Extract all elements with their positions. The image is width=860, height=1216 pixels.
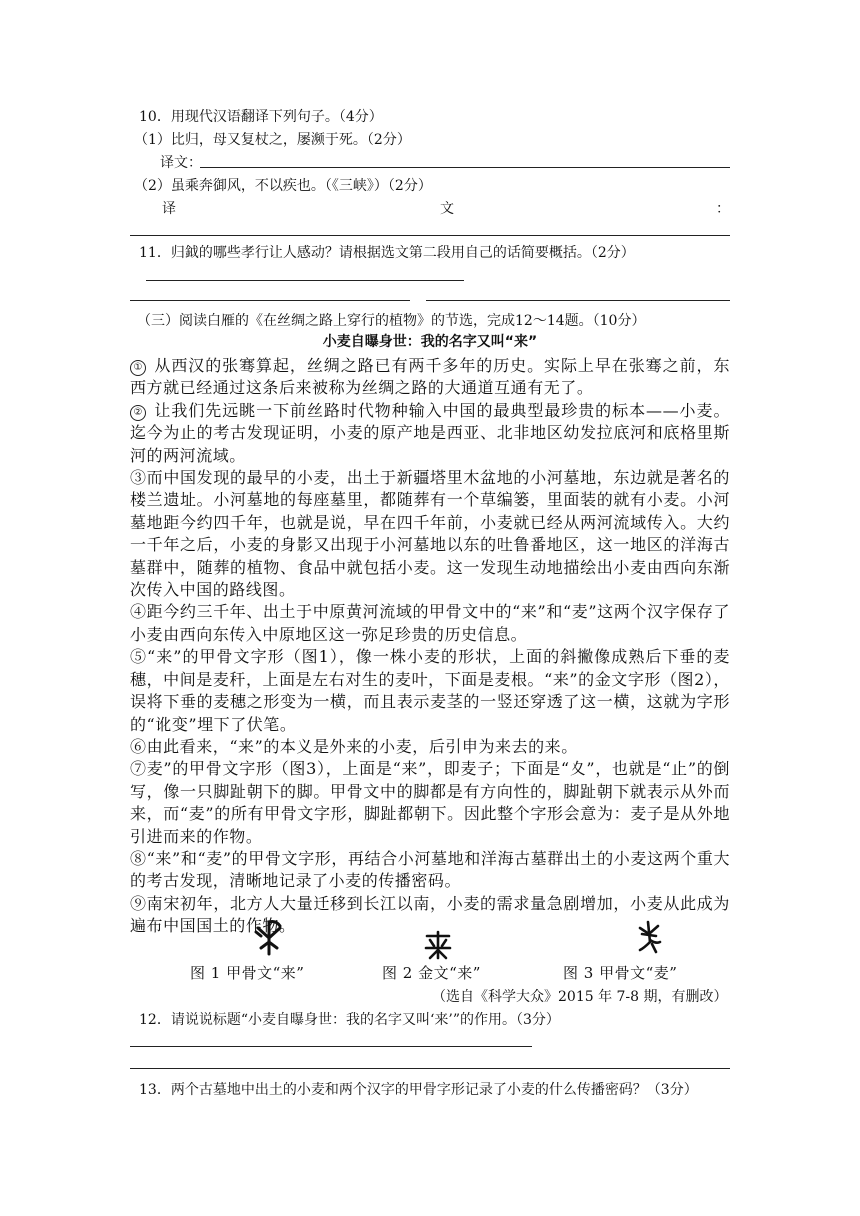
- q10-translation-label-2c: ：: [716, 201, 730, 217]
- paragraph-text: 南宋初年，北方人大量迁移到长江以南，小麦的需求量急剧增加，小麦从此成为遍布中国国土的作物。: [130, 893, 730, 936]
- article-title: 小麦自曝身世：我的名字又叫“来”: [322, 334, 538, 350]
- paragraph-number: ⑨: [130, 893, 147, 913]
- paragraph-number: ⑦: [130, 759, 147, 779]
- q10-translation-label-2a: 译: [162, 201, 176, 217]
- figure-3-caption: 图 3 甲骨文“麦”: [563, 964, 678, 982]
- answer-line[interactable]: [146, 280, 464, 281]
- q10-sentence-1: （1）比归，母又复杖之，屡濒于死。（2分）: [134, 132, 411, 148]
- paragraph-8: [130, 848, 730, 893]
- answer-line[interactable]: [130, 1046, 532, 1047]
- answer-line[interactable]: [130, 300, 410, 301]
- paragraph-text: 从西汉的张骞算起，丝绸之路已有两千多年的历史。实际上早在张骞之前，东西方就已经通过这条后来被称为丝绸之路的大通道互通有无了。: [130, 356, 730, 398]
- paragraph-4: [130, 601, 730, 646]
- paragraph-7: [130, 758, 730, 848]
- paragraph-text: 麦”的甲骨文字形（图3），上面是“来”，即麦子；下面是“夊”，也就是“止”的倒写，像一只脚趾朝下的脚。甲骨文中的脚都是有方向性的，脚趾朝下就表示从外而来，而“麦”的所有甲骨文字形，脚趾都朝下。因此整个字形会意为：麦子是从外地引进而来的作物。: [130, 759, 730, 846]
- paragraph-number: ⑤: [130, 647, 148, 667]
- oracle-bone-lai-glyph: [252, 918, 286, 956]
- q10-stem: 10．用现代汉语翻译下列句子。（4分）: [139, 109, 383, 125]
- paragraph-text: 让我们先远眺一下前丝路时代物种输入中国的最典型最珍贵的标本——小麦。迄今为止的考古发现证明，小麦的原产地是西亚、北非地区幼发拉底河和底格里斯河的两河流域。: [130, 400, 730, 465]
- oracle-bone-mai-glyph: [634, 920, 664, 954]
- source-note: （选自《科学大众》2015 年 7-8 期，有删改）: [432, 989, 728, 1005]
- bronze-lai-glyph: [423, 930, 453, 960]
- paragraph-number: ③: [130, 468, 147, 488]
- paragraph-6: [130, 736, 730, 758]
- paragraph-text: 距今约三千年、出土于中原黄河流域的甲骨文中的“来”和“麦”这两个汉字保存了小麦由西向东传入中原地区这一弥足珍贵的历史信息。: [130, 602, 730, 644]
- q10-translation-label-1: 译文：: [160, 155, 202, 171]
- figure-1-caption: 图 1 甲骨文“来”: [190, 964, 305, 982]
- q10-sentence-2: （2）虽乘奔御风，不以疾也。（《三峡》）（2分）: [134, 178, 432, 194]
- q12-stem: 12．请说说标题“小麦自曝身世：我的名字又叫‘来’”的作用。（3分）: [139, 1012, 560, 1028]
- paragraph-text: 由此看来，“来”的本义是外来的小麦，后引申为来去的来。: [146, 736, 578, 756]
- answer-line[interactable]: [200, 167, 730, 168]
- paragraph-number: ⑥: [130, 736, 147, 756]
- article-body: [130, 355, 730, 938]
- paragraph-number: ②: [130, 405, 146, 421]
- paragraph-text: 而中国发现的最早的小麦，出土于新疆塔里木盆地的小河墓地，东边就是著名的楼兰遗址。小河墓地的每座墓里，都随葬有一个草编篓，里面装的就有小麦。小河墓地距今约四千年，也就是说，早在四千年前，小麦就已经从两河流域传入。大约一千年之后，小麦的身影又出现于小河墓地以东的吐鲁番地区，这一地区的洋海古墓群中，随葬的植物、食品中就包括小麦。这一发现生动地描绘出小麦由西向东渐次传入中国的路线图。: [130, 468, 730, 600]
- paragraph-3: [130, 467, 730, 601]
- paragraph-text: “来”的甲骨文字形（图1），像一株小麦的形状，上面的斜撇像成熟后下垂的麦穗，中间是麦秆，上面是左右对生的麦叶，下面是麦根。“来”的金文字形（图2），误将下垂的麦穗之形变为一横，而且表示麦茎的一竖还穿透了这一横，这就为字形的“讹变”埋下了伏笔。: [130, 647, 730, 734]
- q11-stem: 11．归鉞的哪些孝行让人感动？请根据选文第二段用自己的话简要概括。（2分）: [139, 245, 635, 261]
- paragraph-1: [130, 355, 730, 400]
- paragraph-number: ④: [130, 602, 147, 622]
- figure-2-caption: 图 2 金文“来”: [382, 964, 481, 982]
- section3-intro: （三）阅读白雁的《在丝绸之路上穿行的植物》的节选，完成12～14题。（10分）: [137, 313, 646, 329]
- paragraph-number: ⑧: [130, 848, 147, 868]
- q13-stem: 13．两个古墓地中出土的小麦和两个汉字的甲骨字形记录了小麦的什么传播密码？（3分）: [139, 1082, 698, 1098]
- answer-line[interactable]: [130, 235, 730, 236]
- answer-line[interactable]: [426, 300, 730, 301]
- paragraph-text: “来”和“麦”的甲骨文字形，再结合小河墓地和洋海古墓群出土的小麦这两个重大的考古发现，清晰地记录了小麦的传播密码。: [130, 848, 730, 891]
- answer-line[interactable]: [130, 1068, 730, 1069]
- q10-translation-label-2b: 文: [440, 201, 454, 217]
- paragraph-5: [130, 646, 730, 736]
- paragraph-number: ①: [130, 360, 146, 376]
- paragraph-2: [130, 400, 730, 467]
